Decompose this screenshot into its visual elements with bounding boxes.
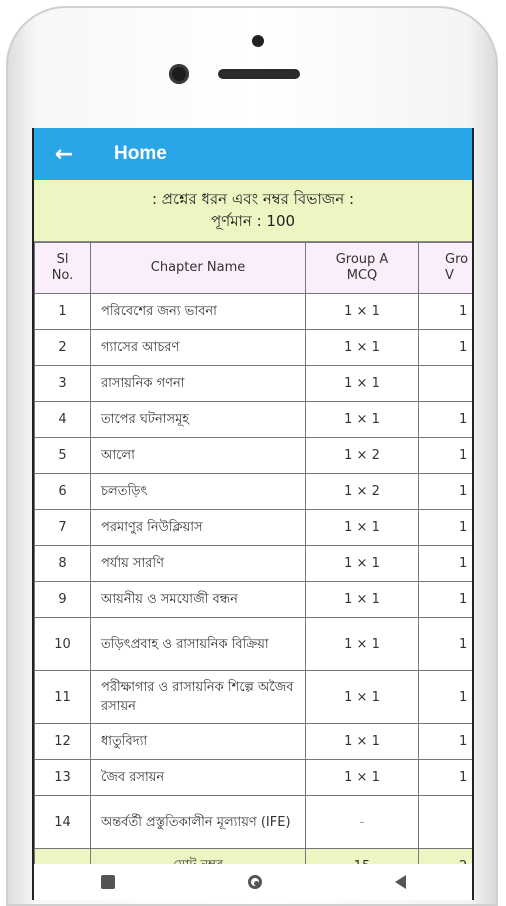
row-chapter-cell: আয়নীয় ও সমযোজী বন্ধন bbox=[91, 582, 306, 618]
row-sl-cell: 5 bbox=[35, 438, 91, 474]
row-sl-cell: 10 bbox=[35, 618, 91, 671]
marks-summary bbox=[34, 180, 472, 242]
row-group-b-cell: 1 bbox=[419, 402, 475, 438]
row-chapter-cell: রাসায়নিক গণনা bbox=[91, 366, 306, 402]
header-chapter-name: Chapter Name bbox=[91, 243, 306, 294]
table-row bbox=[35, 582, 475, 618]
row-group-b-cell bbox=[419, 366, 475, 402]
table-row bbox=[35, 671, 475, 724]
row-sl-cell: 6 bbox=[35, 474, 91, 510]
table-row bbox=[35, 724, 475, 760]
row-group-b-cell: 1 bbox=[419, 618, 475, 671]
row-sl-cell: 9 bbox=[35, 582, 91, 618]
header-sl-no: Sl No. bbox=[35, 243, 91, 294]
row-chapter-cell: চলতড়িৎ bbox=[91, 474, 306, 510]
table-row bbox=[35, 294, 475, 330]
table-row bbox=[35, 330, 475, 366]
row-group-b-cell bbox=[419, 796, 475, 849]
header-group-a-mcq: Group A MCQ bbox=[306, 243, 419, 294]
row-group-b-cell: 1 bbox=[419, 546, 475, 582]
app-screen bbox=[32, 128, 474, 900]
back-icon[interactable] bbox=[395, 875, 406, 889]
row-group-b-cell: 1 bbox=[419, 510, 475, 546]
row-group-b-cell: 1 bbox=[419, 330, 475, 366]
system-nav-bar bbox=[34, 864, 472, 900]
back-arrow-icon[interactable]: ← bbox=[54, 141, 74, 167]
sensor-dot bbox=[252, 35, 264, 47]
earpiece-speaker bbox=[218, 69, 300, 79]
row-chapter-cell: পরমাণুর নিউক্লিয়াস bbox=[91, 510, 306, 546]
row-chapter-cell: অন্তর্বর্তী প্রস্তুতিকালীন মূল্যায়ণ (IFE) bbox=[91, 796, 306, 849]
recent-apps-icon[interactable] bbox=[101, 875, 115, 889]
row-mcq-cell: 1 × 1 bbox=[306, 546, 419, 582]
row-chapter-cell: তড়িৎপ্রবাহ ও রাসায়নিক বিক্রিয়া bbox=[91, 618, 306, 671]
header-group-b: Gro V bbox=[419, 243, 475, 294]
row-mcq-cell: 1 × 1 bbox=[306, 671, 419, 724]
row-group-b-cell: 1 bbox=[419, 724, 475, 760]
row-mcq-cell: 1 × 1 bbox=[306, 294, 419, 330]
table-row bbox=[35, 510, 475, 546]
row-group-b-cell: 1 bbox=[419, 294, 475, 330]
table-row bbox=[35, 366, 475, 402]
row-sl-cell: 13 bbox=[35, 760, 91, 796]
row-mcq-cell: 1 × 1 bbox=[306, 366, 419, 402]
row-mcq-cell: 1 × 1 bbox=[306, 760, 419, 796]
table-row bbox=[35, 760, 475, 796]
row-chapter-cell: গ্যাসের আচরণ bbox=[91, 330, 306, 366]
row-mcq-cell: 1 × 1 bbox=[306, 724, 419, 760]
row-mcq-cell: 1 × 1 bbox=[306, 618, 419, 671]
row-mcq-cell: 1 × 1 bbox=[306, 330, 419, 366]
table-row bbox=[35, 796, 475, 849]
row-chapter-cell: আলো bbox=[91, 438, 306, 474]
summary-heading: : প্রশ্নের ধরন এবং নম্বর বিভাজন : bbox=[151, 190, 355, 208]
row-mcq-cell: 1 × 2 bbox=[306, 438, 419, 474]
row-group-b-cell: 1 bbox=[419, 474, 475, 510]
home-icon[interactable] bbox=[248, 875, 262, 889]
row-mcq-cell: 1 × 1 bbox=[306, 402, 419, 438]
chapter-marks-table bbox=[34, 242, 474, 884]
app-bar bbox=[34, 128, 472, 180]
table-row bbox=[35, 402, 475, 438]
row-sl-cell: 12 bbox=[35, 724, 91, 760]
row-chapter-cell: পরীক্ষাগার ও রাসায়নিক শিল্পে অজৈব রসায়ন bbox=[91, 671, 306, 724]
row-sl-cell: 1 bbox=[35, 294, 91, 330]
row-chapter-cell: জৈব রসায়ন bbox=[91, 760, 306, 796]
row-group-b-cell: 1 bbox=[419, 760, 475, 796]
row-group-b-cell: 1 bbox=[419, 438, 475, 474]
row-sl-cell: 3 bbox=[35, 366, 91, 402]
page-title: Home bbox=[114, 143, 167, 164]
row-mcq-cell: - bbox=[306, 796, 419, 849]
row-mcq-cell: 1 × 2 bbox=[306, 474, 419, 510]
row-chapter-cell: পর্যায় সারণি bbox=[91, 546, 306, 582]
row-group-b-cell: 1 bbox=[419, 582, 475, 618]
row-sl-cell: 14 bbox=[35, 796, 91, 849]
row-group-b-cell: 1 bbox=[419, 671, 475, 724]
row-sl-cell: 7 bbox=[35, 510, 91, 546]
row-chapter-cell: পরিবেশের জন্য ভাবনা bbox=[91, 294, 306, 330]
row-sl-cell: 11 bbox=[35, 671, 91, 724]
front-camera bbox=[169, 64, 189, 84]
row-mcq-cell: 1 × 1 bbox=[306, 582, 419, 618]
row-chapter-cell: ধাতুবিদ্যা bbox=[91, 724, 306, 760]
full-marks: পূর্ণমান : 100 bbox=[210, 212, 296, 230]
row-sl-cell: 8 bbox=[35, 546, 91, 582]
table-header-row bbox=[35, 243, 475, 294]
table-row bbox=[35, 618, 475, 671]
table-row bbox=[35, 438, 475, 474]
table-row bbox=[35, 474, 475, 510]
row-mcq-cell: 1 × 1 bbox=[306, 510, 419, 546]
table-row bbox=[35, 546, 475, 582]
row-chapter-cell: তাপের ঘটনাসমূহ bbox=[91, 402, 306, 438]
row-sl-cell: 4 bbox=[35, 402, 91, 438]
row-sl-cell: 2 bbox=[35, 330, 91, 366]
